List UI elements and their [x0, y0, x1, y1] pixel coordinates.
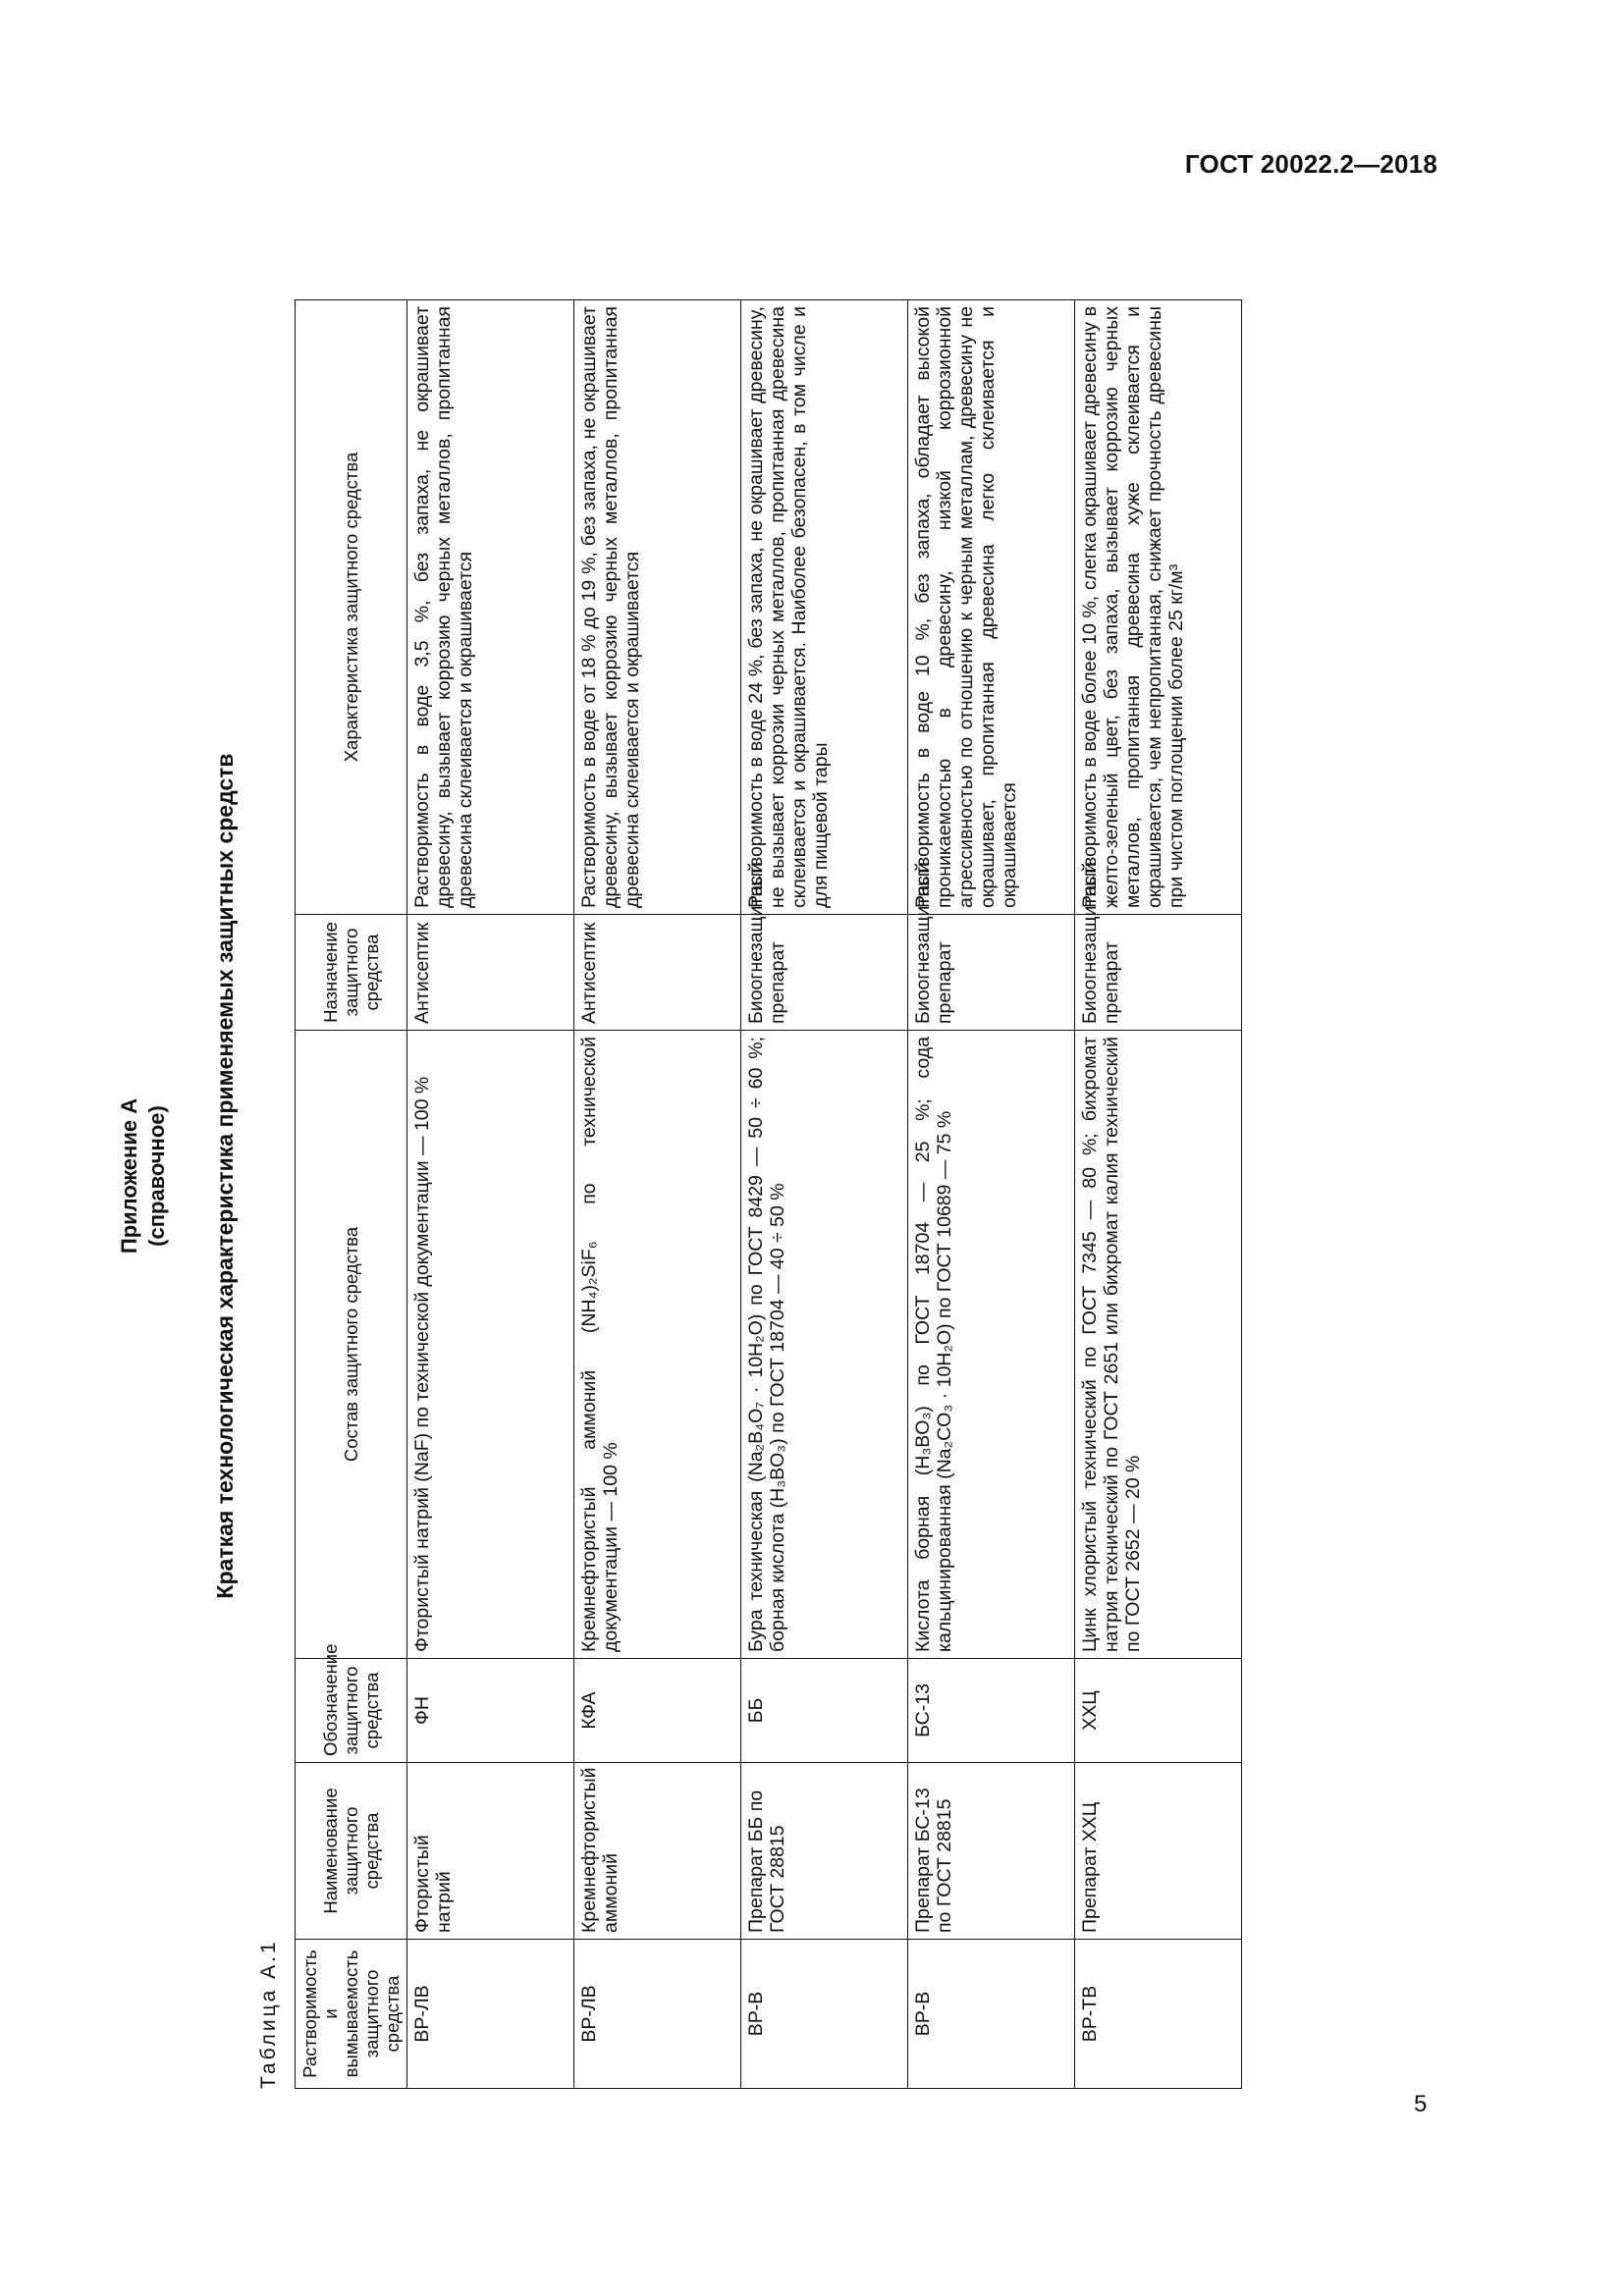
- header-purpose: Назначение защитного средства: [296, 915, 407, 1031]
- table-row: [1075, 300, 1242, 2089]
- cell-solubility: ВР-В: [741, 1940, 908, 2089]
- table-caption: Таблица А.1: [257, 1939, 280, 2089]
- table-row: [407, 300, 574, 2089]
- cell-composition: Цинк хлористый технический по ГОСТ 7345 — 80 %; бихромат натрия технический по ГОСТ 2651 или бихромат калия технический по ГОСТ 2652 — 20 %: [1075, 1031, 1242, 1659]
- cell-characteristic: Растворимость в воде 24 %, без запаха, не окрашивает древесину, не вызывает коррозии черных металлов, пропитанная древесина склеивается и окрашивается. Наиболее безопасен, в том числе и для пищевой тары: [741, 300, 908, 915]
- header-designation: Обозначение защитного средства: [296, 1659, 407, 1763]
- cell-solubility: ВР-ЛВ: [407, 1940, 574, 2089]
- header-name: Наименование защитного средства: [296, 1763, 407, 1940]
- cell-purpose: Биоогнезащитный препарат: [741, 915, 908, 1031]
- cell-characteristic: Растворимость в воде более 10 %, слегка окрашивает древесину в желто-зеленый цвет, без запаха, вызывает коррозию черных металлов, пропитанная древесина хуже склеивается и окрашивается, чем непропитанная, снижает прочность древесины при чистом поглощении более 25 кг/м³: [1075, 300, 1242, 915]
- header-characteristic: Характеристика защитного средства: [296, 300, 407, 915]
- cell-composition: Бура техническая (Na₂B₄O₇ · 10H₂O) по ГОСТ 8429 — 50 ÷ 60 %; борная кислота (H₃BO₃) по ГОСТ 18704 — 40 ÷ 50 %: [741, 1031, 908, 1659]
- cell-purpose: Антисептик: [407, 915, 574, 1031]
- cell-composition: Кремнефтористый аммоний (NH₄)₂SiF₆ по технической документации — 100 %: [574, 1031, 741, 1659]
- cell-name: Препарат ББ по ГОСТ 28815: [741, 1763, 908, 1940]
- cell-purpose: Антисептик: [574, 915, 741, 1031]
- appendix-subtitle: (справочное): [144, 1105, 169, 1247]
- cell-designation: ХХЦ: [1075, 1659, 1242, 1763]
- appendix-heading: [116, 263, 171, 2089]
- cell-purpose: Биоогнезащитный препарат: [908, 915, 1075, 1031]
- cell-composition: Кислота борная (H₃BO₃) по ГОСТ 18704 — 25 %; сода кальцинированная (Na₂CO₃ · 10H₂O) по ГОСТ 10689 — 75 %: [908, 1031, 1075, 1659]
- cell-solubility: ВР-ТВ: [1075, 1940, 1242, 2089]
- header-composition: Состав защитного средства: [296, 1031, 407, 1659]
- protective-agents-table: [295, 299, 1242, 2089]
- cell-composition: Фтористый натрий (NaF) по технической документации — 100 %: [407, 1031, 574, 1659]
- cell-designation: ФН: [407, 1659, 574, 1763]
- table-row: [908, 300, 1075, 2089]
- cell-name: Фтористый натрий: [407, 1763, 574, 1940]
- table-header-row: [296, 300, 407, 2089]
- cell-purpose: Биоогнезащитный препарат: [1075, 915, 1242, 1031]
- cell-solubility: ВР-В: [908, 1940, 1075, 2089]
- cell-solubility: ВР-ЛВ: [574, 1940, 741, 2089]
- cell-characteristic: Растворимость в воде от 18 % до 19 %, без запаха, не окрашивает древесину, вызывает коррозию черных металлов, пропитанная древесина склеивается и окрашивается: [574, 300, 741, 915]
- cell-designation: БС-13: [908, 1659, 1075, 1763]
- table-row: [741, 300, 908, 2089]
- cell-name: Препарат БС-13 по ГОСТ 28815: [908, 1763, 1075, 1940]
- page-number: 5: [1414, 2091, 1428, 2117]
- header-solubility: Растворимость и вымываемость защитного средства: [296, 1940, 407, 2089]
- appendix-title: Приложение А: [117, 1097, 141, 1255]
- rotated-landscape-content: [116, 263, 1338, 2089]
- cell-designation: КФА: [574, 1659, 741, 1763]
- cell-characteristic: Растворимость в воде 10 %, без запаха, обладает высокой проникаемостью в древесину, низкой коррозионной агрессивностью по отношению к черным металлам, древесину не окрашивает, пропитанная древесина легко склеивается и окрашивается: [908, 300, 1075, 915]
- cell-name: Препарат ХХЦ: [1075, 1763, 1242, 1940]
- document-code: ГОСТ 20022.2—2018: [1184, 149, 1437, 179]
- cell-name: Кремнефтористый аммоний: [574, 1763, 741, 1940]
- table-title: Краткая технологическая характеристика применяемых защитных средств: [212, 753, 238, 1599]
- cell-characteristic: Растворимость в воде 3,5 %, без запаха, не окрашивает древесину, вызывает коррозию черных металлов, пропитанная древесина склеивается и окрашивается: [407, 300, 574, 915]
- cell-designation: ББ: [741, 1659, 908, 1763]
- table-row: [574, 300, 741, 2089]
